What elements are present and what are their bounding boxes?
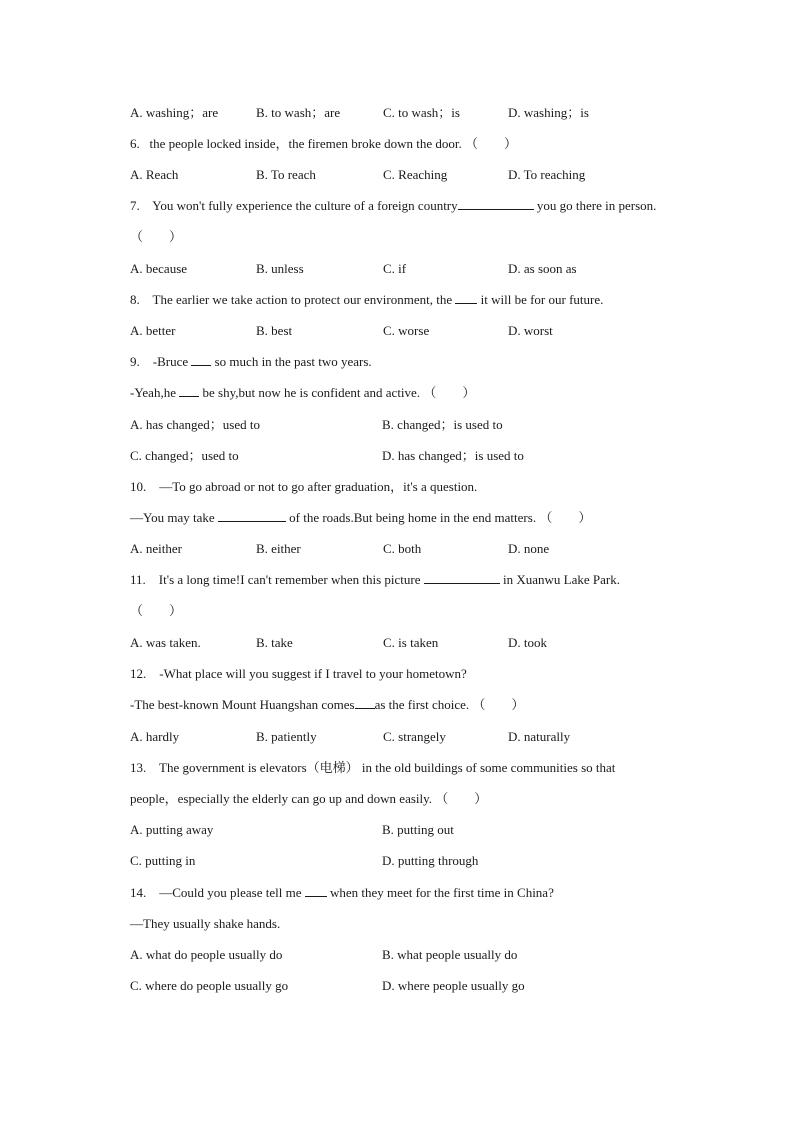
q7-text-b: you go there in person. [536,198,657,213]
q7-option-d: D. as soon as [508,261,577,276]
q6-option-a: A. Reach [130,167,179,182]
q8-number: 8. [130,292,140,307]
q11-option-d: D. took [508,635,547,650]
q12-line2 [130,696,524,714]
q7-number: 7. [130,198,140,213]
q11-blank [424,571,500,584]
q7-option-b: B. unless [256,261,304,276]
q9-line2 [130,384,475,402]
q14-line2: —They usually shake hands. [130,916,281,931]
q6-answer-paren: （ ） [465,136,518,151]
q7-stem [130,197,656,215]
q10-option-d: D. none [508,541,550,556]
q9-option-a: A. has changed；used to [130,417,260,432]
q6-option-b: B. To reach [256,167,316,182]
q6-number: 6. [130,136,140,151]
q13-answer-paren: （ ） [435,791,488,806]
q9-text-b: so much in the past two years. [214,354,372,369]
q14-option-a: A. what do people usually do [130,947,283,962]
q8-text-b: it will be for our future. [480,292,604,307]
q6-stem [130,135,517,153]
q10-text: —To go abroad or not to go after graduation，it's a question. [159,479,478,494]
q8-blank [455,291,477,304]
q10-stem [130,478,477,496]
q6-text: the people locked inside，the firemen broke down the door. [149,136,462,151]
q12-blank [355,696,375,709]
q11-text-a: It's a long time!I can't remember when this picture [158,572,421,587]
q14-number: 14. [130,885,147,900]
q10-number: 10. [130,479,147,494]
q7-answer-paren: （ ） [130,229,183,244]
q11-answer-paren: （ ） [130,603,183,618]
q10-line2-a: —You may take [130,510,215,525]
q13-option-d: D. putting through [382,853,479,868]
q8-stem [130,291,603,309]
q7-option-a: A. because [130,261,188,276]
q5-option-b: B. to wash；are [256,105,341,120]
q12-option-d: D. naturally [508,729,571,744]
q13-option-b: B. putting out [382,822,454,837]
q8-option-c: C. worse [383,323,430,338]
q13-line2 [130,790,487,808]
q7-option-c: C. if [383,261,407,276]
q11-text-b: in Xuanwu Lake Park. [503,572,620,587]
q10-option-c: C. both [383,541,422,556]
q12-option-b: B. patiently [256,729,317,744]
q8-option-a: A. better [130,323,176,338]
q9-blank-2 [179,384,199,397]
q9-option-c: C. changed；used to [130,448,239,463]
q12-option-c: C. strangely [383,729,446,744]
q8-text-a: The earlier we take action to protect our environment, the [152,292,453,307]
q9-stem [130,353,372,371]
q14-stem [130,884,554,902]
q9-text-a: -Bruce [152,354,189,369]
q9-option-b: B. changed；is used to [382,417,503,432]
q12-answer-paren: （ ） [472,697,525,712]
q9-blank-1 [191,353,211,366]
q10-option-a: A. neither [130,541,182,556]
q14-blank [305,884,327,897]
q11-number: 11. [130,572,146,587]
q12-line2-b: as the first choice. [374,697,470,712]
q12-text: -What place will you suggest if I travel to your hometown? [159,666,467,681]
q5-option-a: A. washing；are [130,105,219,120]
q11-stem [130,571,620,589]
q14-option-d: D. where people usually go [382,978,525,993]
q13-option-c: C. putting in [130,853,196,868]
q14-text-b: when they meet for the first time in China? [330,885,554,900]
q13-option-a: A. putting away [130,822,214,837]
q14-text-a: —Could you please tell me [159,885,302,900]
q13-text: The government is elevators（电梯） in the old buildings of some communities so that [159,760,616,775]
q9-line2-b: be shy,but now he is confident and active. [202,385,421,400]
q8-option-d: D. worst [508,323,553,338]
q10-answer-paren: （ ） [539,510,592,525]
q13-stem [130,759,615,777]
q9-number: 9. [130,354,140,369]
q12-line2-a: -The best-known Mount Huangshan comes [130,697,355,712]
q12-number: 12. [130,666,147,681]
q9-option-d: D. has changed；is used to [382,448,524,463]
q12-stem [130,665,467,683]
q11-option-b: B. take [256,635,293,650]
q7-text-a: You won't fully experience the culture of a foreign country [152,198,458,213]
q13-number: 13. [130,760,147,775]
q9-line2-a: -Yeah,he [130,385,176,400]
q11-option-a: A. was taken. [130,635,201,650]
q7-blank [458,197,534,210]
q6-option-d: D. To reaching [508,167,586,182]
q12-option-a: A. hardly [130,729,180,744]
q10-line2-b: of the roads.But being home in the end matters. [289,510,537,525]
q5-option-d: D. washing；is [508,105,589,120]
q14-option-c: C. where do people usually go [130,978,289,993]
q10-blank [218,509,286,522]
q10-option-b: B. either [256,541,301,556]
q6-option-c: C. Reaching [383,167,448,182]
q9-answer-paren: （ ） [423,385,476,400]
q13-line2-text: people，especially the elderly can go up and down easily. [130,791,433,806]
q14-option-b: B. what people usually do [382,947,518,962]
q10-line2 [130,509,591,527]
q11-option-c: C. is taken [383,635,439,650]
q8-option-b: B. best [256,323,293,338]
q5-option-c: C. to wash；is [383,105,460,120]
